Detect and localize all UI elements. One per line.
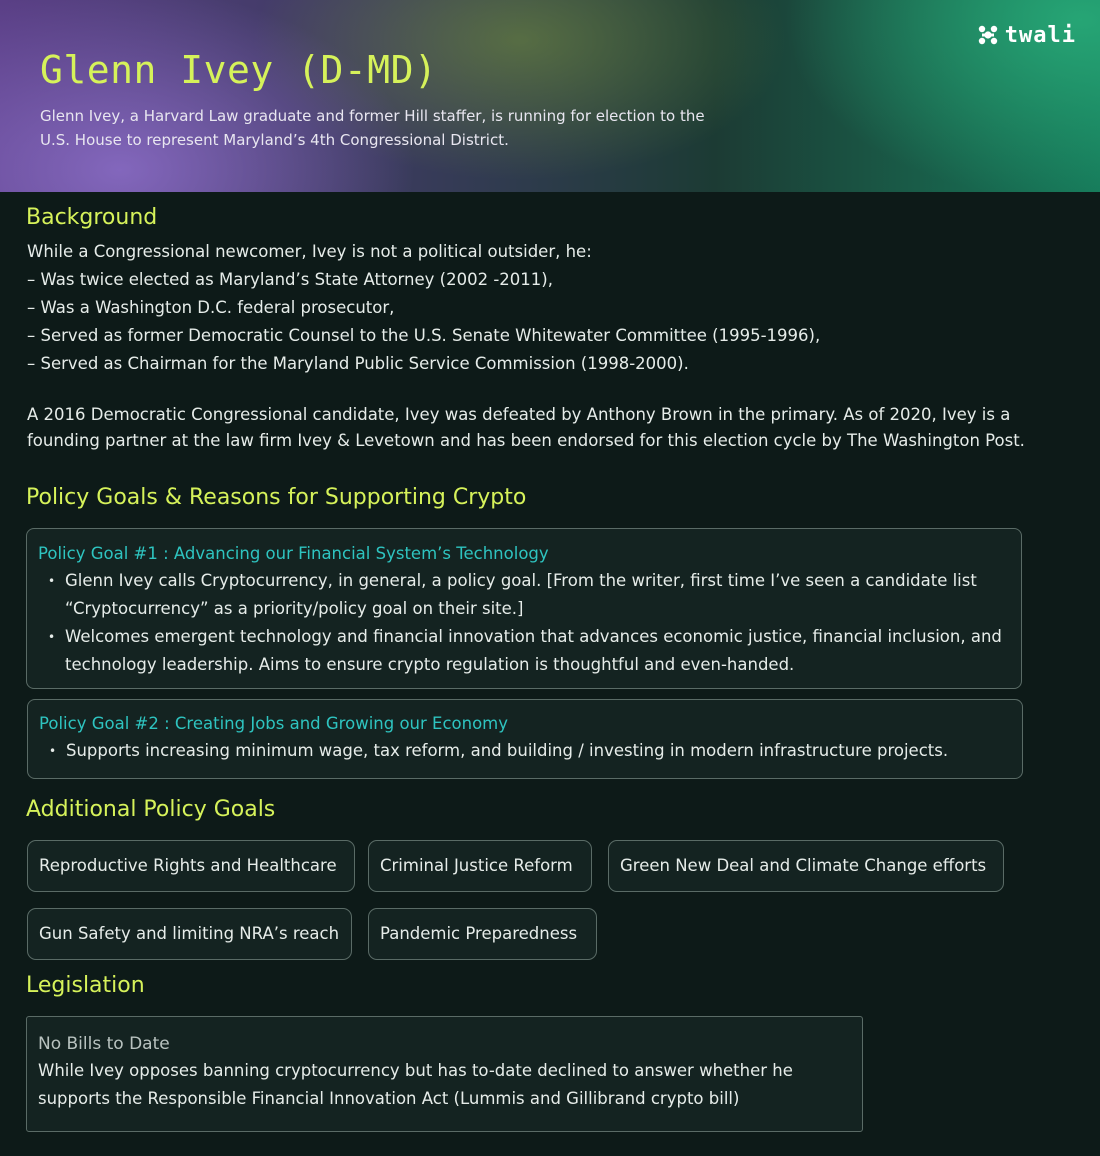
background-item: – Served as Chairman for the Maryland Public Service Commission (1998-2000). bbox=[27, 354, 689, 373]
legislation-title: No Bills to Date bbox=[38, 1034, 170, 1054]
page-title: Glenn Ivey (D-MD) bbox=[40, 48, 438, 92]
background-item: – Was twice elected as Maryland’s State Attorney (2002 -2011), bbox=[27, 270, 553, 289]
policy-goal-bullet: • Welcomes emergent technology and financial innovation that advances economic justice, financial inclusion, and technology leadership. Aims to ensure crypto regulation is thoughtful and even-handed. bbox=[38, 623, 1010, 679]
policy-tag[interactable]: Pandemic Preparedness bbox=[368, 908, 597, 960]
header-banner bbox=[0, 0, 1100, 192]
background-intro: While a Congressional newcomer, Ivey is not a political outsider, he: bbox=[27, 242, 592, 261]
policy-tag[interactable]: Reproductive Rights and Healthcare bbox=[27, 840, 355, 892]
background-item: – Was a Washington D.C. federal prosecutor, bbox=[27, 298, 395, 317]
policy-tag[interactable]: Green New Deal and Climate Change efforts bbox=[608, 840, 1004, 892]
twali-logo-icon bbox=[977, 24, 999, 46]
background-item: – Served as former Democratic Counsel to the U.S. Senate Whitewater Committee (1995-1996), bbox=[27, 326, 821, 345]
policy-goal-bullets bbox=[38, 567, 1010, 679]
policy-goal-bullets bbox=[39, 737, 1011, 765]
policy-tag[interactable]: Gun Safety and limiting NRA’s reach bbox=[27, 908, 352, 960]
background-list bbox=[27, 238, 820, 378]
additional-heading: Additional Policy Goals bbox=[26, 797, 276, 822]
legislation-text: While Ivey opposes banning cryptocurrency but has to-date declined to answer whether he supports the Responsible Financial Innovation Act (Lummis and Gillibrand crypto bill) bbox=[38, 1061, 793, 1108]
policy-goal-bullet: • Supports increasing minimum wage, tax reform, and building / investing in modern infrastructure projects. bbox=[39, 737, 1011, 765]
background-heading: Background bbox=[26, 205, 158, 230]
policy-heading: Policy Goals & Reasons for Supporting Crypto bbox=[26, 485, 527, 510]
policy-goal-title: Policy Goal #2 : Creating Jobs and Growing our Economy bbox=[39, 714, 509, 733]
policy-goal-card-2 bbox=[27, 699, 1023, 779]
legislation-card bbox=[26, 1016, 863, 1132]
page-subtitle: Glenn Ivey, a Harvard Law graduate and former Hill staffer, is running for election to the U.S. House to represent Maryland’s 4th Congressional District. bbox=[40, 107, 705, 149]
background-paragraph: A 2016 Democratic Congressional candidate, Ivey was defeated by Anthony Brown in the primary. As of 2020, Ivey is a founding partner at the law firm Ivey & Levetown and has been endorsed for this election cycle by The Washington Post. bbox=[27, 405, 1025, 450]
policy-goal-bullet: • Glenn Ivey calls Cryptocurrency, in general, a policy goal. [From the writer, first time I’ve seen a candidate list “Cryptocurrency” as a priority/policy goal on their site.] bbox=[38, 567, 1010, 623]
logo[interactable] bbox=[977, 22, 1076, 48]
policy-tag[interactable]: Criminal Justice Reform bbox=[368, 840, 592, 892]
policy-goal-title: Policy Goal #1 : Advancing our Financial System’s Technology bbox=[38, 544, 549, 563]
legislation-heading: Legislation bbox=[26, 973, 145, 998]
policy-goal-card-1 bbox=[26, 528, 1022, 689]
logo-text: twali bbox=[1004, 22, 1076, 48]
